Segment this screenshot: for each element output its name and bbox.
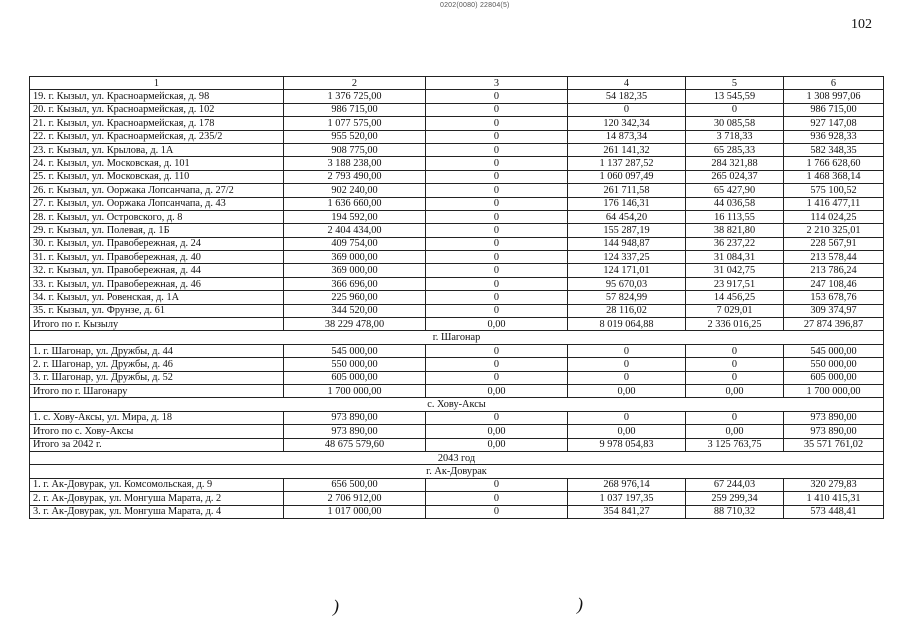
address-cell: 20. г. Кызыл, ул. Красноармейская, д. 102 [30,103,284,116]
address-cell: 3. г. Ак-Довурак, ул. Монгуша Марата, д. 4 [30,505,284,518]
total-label: Итого по г. Кызылу [30,318,284,331]
total-amount: 1 700 000,00 [784,384,884,397]
amount-cell: 0 [568,344,686,357]
total-amount: 0,00 [686,384,784,397]
table-row [30,170,884,183]
amount-cell: 986 715,00 [784,103,884,116]
section-heading: г. Шагонар [30,331,884,344]
section-heading-row [30,398,884,411]
amount-cell: 656 500,00 [284,478,426,491]
amount-cell: 0 [426,117,568,130]
amount-cell: 284 321,88 [686,157,784,170]
total-row [30,384,884,397]
amount-cell: 605 000,00 [784,371,884,384]
amount-cell: 955 520,00 [284,130,426,143]
document-stamp: 0202(0080) 22804(5) [440,2,510,9]
table-row [30,184,884,197]
amount-cell: 369 000,00 [284,264,426,277]
amount-cell: 1 137 287,52 [568,157,686,170]
amount-cell: 194 592,00 [284,210,426,223]
amount-cell: 545 000,00 [784,344,884,357]
amount-cell: 0 [426,304,568,317]
amount-cell: 0 [426,224,568,237]
amount-cell: 88 710,32 [686,505,784,518]
address-cell: 30. г. Кызыл, ул. Правобережная, д. 24 [30,237,284,250]
amount-cell: 124 337,25 [568,251,686,264]
amount-cell: 369 000,00 [284,251,426,264]
amount-cell: 65 285,33 [686,143,784,156]
amount-cell: 0 [426,210,568,223]
amount-cell: 0 [426,90,568,103]
column-number-cell: 2 [284,77,426,90]
amount-cell: 31 084,31 [686,251,784,264]
amount-cell: 1 037 197,35 [568,492,686,505]
amount-cell: 176 146,31 [568,197,686,210]
amount-cell: 0 [568,358,686,371]
amount-cell: 366 696,00 [284,277,426,290]
address-cell: 35. г. Кызыл, ул. Фрунзе, д. 61 [30,304,284,317]
amount-cell: 545 000,00 [284,344,426,357]
amount-cell: 67 244,03 [686,478,784,491]
amount-cell: 1 308 997,06 [784,90,884,103]
column-number-cell: 4 [568,77,686,90]
address-cell: 33. г. Кызыл, ул. Правобережная, д. 46 [30,277,284,290]
amount-cell: 268 976,14 [568,478,686,491]
total-amount: 8 019 064,88 [568,318,686,331]
amount-cell: 344 520,00 [284,304,426,317]
column-number-cell: 5 [686,77,784,90]
amount-cell: 575 100,52 [784,184,884,197]
table-row [30,237,884,250]
table-row [30,224,884,237]
section-heading: с. Хову-Аксы [30,398,884,411]
address-cell: 3. г. Шагонар, ул. Дружбы, д. 52 [30,371,284,384]
total-label: Итого по с. Хову-Аксы [30,425,284,438]
section-heading: 2043 год [30,451,884,464]
amount-cell: 0 [426,143,568,156]
amount-cell: 1 077 575,00 [284,117,426,130]
address-cell: 21. г. Кызыл, ул. Красноармейская, д. 178 [30,117,284,130]
amount-cell: 36 237,22 [686,237,784,250]
amount-cell: 936 928,33 [784,130,884,143]
amount-cell: 0 [426,505,568,518]
amount-cell: 973 890,00 [784,411,884,424]
address-cell: 23. г. Кызыл, ул. Крылова, д. 1А [30,143,284,156]
address-cell: 27. г. Кызыл, ул. Ооржака Лопсанчапа, д. 43 [30,197,284,210]
amount-cell: 0 [426,184,568,197]
total-row [30,318,884,331]
total-amount: 0,00 [686,425,784,438]
total-amount: 973 890,00 [284,425,426,438]
amount-cell: 582 348,35 [784,143,884,156]
table-row [30,251,884,264]
amount-cell: 973 890,00 [284,411,426,424]
table-row [30,264,884,277]
amount-cell: 0 [568,103,686,116]
amount-cell: 902 240,00 [284,184,426,197]
amount-cell: 0 [426,277,568,290]
amount-cell: 23 917,51 [686,277,784,290]
amount-cell: 0 [686,358,784,371]
amount-cell: 1 017 000,00 [284,505,426,518]
amount-cell: 2 706 912,00 [284,492,426,505]
table-row [30,130,884,143]
address-cell: 1. с. Хову-Аксы, ул. Мира, д. 18 [30,411,284,424]
address-cell: 2. г. Шагонар, ул. Дружбы, д. 46 [30,358,284,371]
amount-cell: 2 404 434,00 [284,224,426,237]
amount-cell: 30 085,58 [686,117,784,130]
amount-cell: 0 [426,478,568,491]
address-cell: 31. г. Кызыл, ул. Правобережная, д. 40 [30,251,284,264]
address-cell: 28. г. Кызыл, ул. Островского, д. 8 [30,210,284,223]
amount-cell: 13 545,59 [686,90,784,103]
section-heading-row [30,465,884,478]
total-amount: 48 675 579,60 [284,438,426,451]
amount-cell: 144 948,87 [568,237,686,250]
total-amount: 3 125 763,75 [686,438,784,451]
section-heading-row [30,331,884,344]
total-amount: 0,00 [426,318,568,331]
address-cell: 26. г. Кызыл, ул. Ооржака Лопсанчапа, д. 27/2 [30,184,284,197]
amount-cell: 153 678,76 [784,291,884,304]
address-cell: 1. г. Ак-Довурак, ул. Комсомольская, д. 9 [30,478,284,491]
amount-cell: 14 456,25 [686,291,784,304]
amount-cell: 0 [426,344,568,357]
amount-cell: 0 [686,411,784,424]
amount-cell: 1 766 628,60 [784,157,884,170]
amount-cell: 54 182,35 [568,90,686,103]
total-amount: 1 700 000,00 [284,384,426,397]
total-amount: 35 571 761,02 [784,438,884,451]
amount-cell: 155 287,19 [568,224,686,237]
amount-cell: 213 578,44 [784,251,884,264]
table-row [30,505,884,518]
amount-cell: 573 448,41 [784,505,884,518]
amount-cell: 3 188 238,00 [284,157,426,170]
total-amount: 38 229 478,00 [284,318,426,331]
total-amount: 2 336 016,25 [686,318,784,331]
amount-cell: 95 670,03 [568,277,686,290]
address-cell: 32. г. Кызыл, ул. Правобережная, д. 44 [30,264,284,277]
amount-cell: 1 060 097,49 [568,170,686,183]
amount-cell: 0 [426,170,568,183]
amount-cell: 0 [426,237,568,250]
address-cell: 1. г. Шагонар, ул. Дружбы, д. 44 [30,344,284,357]
amount-cell: 259 299,34 [686,492,784,505]
table-row [30,478,884,491]
amount-cell: 550 000,00 [784,358,884,371]
table-row [30,411,884,424]
table-row [30,492,884,505]
amount-cell: 0 [426,130,568,143]
amount-cell: 0 [426,251,568,264]
table-row [30,344,884,357]
table-row [30,197,884,210]
total-amount: 0,00 [426,384,568,397]
amount-cell: 64 454,20 [568,210,686,223]
amount-cell: 320 279,83 [784,478,884,491]
amount-cell: 1 468 368,14 [784,170,884,183]
table-row [30,277,884,290]
amount-cell: 0 [426,197,568,210]
amount-cell: 228 567,91 [784,237,884,250]
amount-cell: 0 [426,492,568,505]
amount-cell: 114 024,25 [784,210,884,223]
amount-cell: 354 841,27 [568,505,686,518]
page-number: 102 [851,17,872,32]
handwritten-mark: ) [577,594,583,614]
address-cell: 2. г. Ак-Довурак, ул. Монгуша Марата, д. 2 [30,492,284,505]
table-row [30,371,884,384]
amount-cell: 38 821,80 [686,224,784,237]
handwritten-mark: ) [333,596,339,616]
amount-cell: 1 410 415,31 [784,492,884,505]
address-cell: 34. г. Кызыл, ул. Ровенская, д. 1А [30,291,284,304]
table-row [30,103,884,116]
amount-cell: 0 [686,371,784,384]
amount-cell: 2 793 490,00 [284,170,426,183]
amount-cell: 16 113,55 [686,210,784,223]
amount-cell: 0 [426,371,568,384]
total-label: Итого за 2042 г. [30,438,284,451]
amount-cell: 28 116,02 [568,304,686,317]
table-body [30,77,884,519]
address-cell: 24. г. Кызыл, ул. Московская, д. 101 [30,157,284,170]
total-amount: 0,00 [568,384,686,397]
amount-cell: 120 342,34 [568,117,686,130]
table-row [30,143,884,156]
amount-cell: 0 [686,103,784,116]
table-row [30,358,884,371]
total-amount: 0,00 [568,425,686,438]
total-amount: 27 874 396,87 [784,318,884,331]
amount-cell: 0 [568,371,686,384]
amount-cell: 261 711,58 [568,184,686,197]
column-number-cell: 6 [784,77,884,90]
amount-cell: 605 000,00 [284,371,426,384]
amount-cell: 65 427,90 [686,184,784,197]
amount-cell: 0 [426,411,568,424]
amount-cell: 1 416 477,11 [784,197,884,210]
address-cell: 25. г. Кызыл, ул. Московская, д. 110 [30,170,284,183]
amount-cell: 265 024,37 [686,170,784,183]
amount-cell: 31 042,75 [686,264,784,277]
column-number-cell: 3 [426,77,568,90]
amount-cell: 0 [686,344,784,357]
amount-cell: 225 960,00 [284,291,426,304]
amount-cell: 0 [426,358,568,371]
amount-cell: 44 036,58 [686,197,784,210]
address-cell: 19. г. Кызыл, ул. Красноармейская, д. 98 [30,90,284,103]
total-label: Итого по г. Шагонару [30,384,284,397]
amount-cell: 124 171,01 [568,264,686,277]
total-amount: 9 978 054,83 [568,438,686,451]
amount-cell: 0 [426,157,568,170]
table-row [30,117,884,130]
amount-cell: 7 029,01 [686,304,784,317]
amount-cell: 927 147,08 [784,117,884,130]
budget-table [29,76,884,519]
amount-cell: 0 [426,264,568,277]
address-cell: 29. г. Кызыл, ул. Полевая, д. 1Б [30,224,284,237]
total-amount: 973 890,00 [784,425,884,438]
amount-cell: 247 108,46 [784,277,884,290]
table-row [30,210,884,223]
amount-cell: 261 141,32 [568,143,686,156]
amount-cell: 1 376 725,00 [284,90,426,103]
address-cell: 22. г. Кызыл, ул. Красноармейская, д. 235/2 [30,130,284,143]
column-number-cell: 1 [30,77,284,90]
amount-cell: 14 873,34 [568,130,686,143]
total-row [30,438,884,451]
amount-cell: 550 000,00 [284,358,426,371]
total-row [30,425,884,438]
table-row [30,157,884,170]
amount-cell: 2 210 325,01 [784,224,884,237]
table-row [30,304,884,317]
amount-cell: 213 786,24 [784,264,884,277]
column-number-row [30,77,884,90]
amount-cell: 3 718,33 [686,130,784,143]
amount-cell: 908 775,00 [284,143,426,156]
total-amount: 0,00 [426,425,568,438]
amount-cell: 0 [426,103,568,116]
amount-cell: 0 [568,411,686,424]
amount-cell: 986 715,00 [284,103,426,116]
amount-cell: 1 636 660,00 [284,197,426,210]
section-heading: г. Ак-Довурак [30,465,884,478]
amount-cell: 409 754,00 [284,237,426,250]
amount-cell: 0 [426,291,568,304]
section-heading-row [30,451,884,464]
amount-cell: 57 824,99 [568,291,686,304]
table-row [30,90,884,103]
table-row [30,291,884,304]
total-amount: 0,00 [426,438,568,451]
amount-cell: 309 374,97 [784,304,884,317]
